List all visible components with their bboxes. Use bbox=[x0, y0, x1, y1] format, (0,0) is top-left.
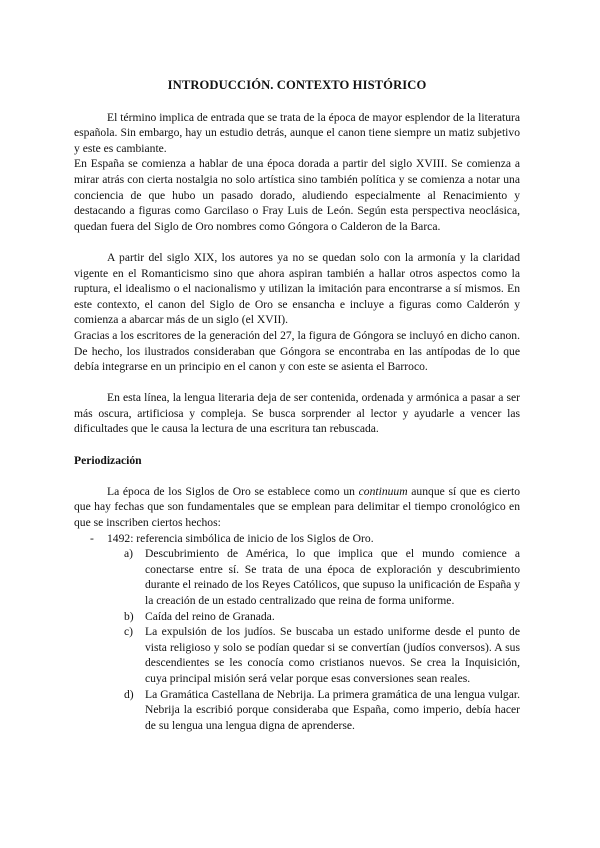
sub-list-marker: b) bbox=[124, 609, 134, 623]
paragraph-generacion-27: Gracias a los escritores de la generación del 27, la figura de Góngora se incluyó en dicho canon. De hecho, los ilustrados consideraban que Góngora se encontraba en las antípodas de lo que debía integrarse en un principio en el canon y con este se asienta el Barroco. bbox=[74, 328, 520, 374]
dash-marker: - bbox=[90, 531, 94, 545]
paragraph-intro: El término implica de entrada que se trata de la época de mayor esplendor de la literatura española. Sin embargo, hay un estudio detrás, aunque el canon tiene siempre un matiz subjetivo y este es cambiante. bbox=[74, 110, 520, 155]
intro-text-italic: continuum bbox=[358, 484, 408, 498]
list-item-1492 bbox=[74, 531, 520, 547]
sub-list-text: La Gramática Castellana de Nebrija. La primera gramática de una lengua vulgar. Nebrija la escribió porque consideraba que España, como imperio, debía hacer de su lengua una lengua digna de aprenderse. bbox=[145, 687, 520, 732]
sub-list-marker: a) bbox=[124, 547, 134, 561]
sub-list-text: Descubrimiento de América, lo que implica que el mundo comience a conectarse entre sí. Se trata de una época de exploración y descubrimiento durante el reinado de los Reyes Católicos, que supuso la unificación de España y la creación de un estado centralizado que reina de forma uniforme. bbox=[145, 547, 520, 607]
section-heading-periodizacion: Periodización bbox=[74, 453, 142, 467]
sub-list-item-d bbox=[124, 687, 520, 734]
sub-list-marker: d) bbox=[124, 687, 134, 701]
document-body bbox=[74, 78, 520, 733]
sub-list-item-a bbox=[124, 546, 520, 608]
page-title: INTRODUCCIÓN. CONTEXTO HISTÓRICO bbox=[167, 78, 427, 92]
sub-list-text: Caída del reino de Granada. bbox=[145, 609, 275, 623]
paragraph-lengua-literaria: En esta línea, la lengua literaria deja de ser contenida, ordenada y armónica a pasar a ser más oscura, artificiosa y compleja. Se busca sorprender al lector y ayudarle a vencer las dificultades que le causa la lectura de una escritura tan rebuscada. bbox=[74, 391, 520, 436]
sub-list-item-c bbox=[124, 624, 520, 686]
list-item-text: 1492: referencia simbólica de inicio de los Siglos de Oro. bbox=[107, 531, 374, 545]
sub-list-item-b bbox=[124, 609, 520, 625]
paragraph-siglo-xviii: En España se comienza a hablar de una época dorada a partir del siglo XVIII. Se comienza a mirar atrás con cierta nostalgia no solo artística sino también política y se comienza a notar una conciencia de que hubo un pasado dorado, aludiendo especialmente al Renacimiento y destacando a figuras como Garcilaso o Fray Luis de León. Según esta perspectiva neoclásica, quedan fuera del Siglo de Oro nombres como Góngora o Calderon de la Barca. bbox=[74, 157, 520, 233]
paragraph-periodizacion-intro bbox=[74, 484, 520, 531]
sub-list-marker: c) bbox=[124, 625, 134, 639]
sub-list-text: La expulsión de los judíos. Se buscaba un estado uniforme desde el punto de vista religioso y solo se podían quedar si se convertían (judíos conversos). A sus descendientes se les conocía como cristianos nuevos. Se crea la Inquisición, cuya principal misión será velar porque esas conversiones sean reales. bbox=[145, 625, 520, 685]
intro-text-before: La época de los Siglos de Oro se establece como un bbox=[107, 484, 359, 498]
sub-list bbox=[74, 546, 520, 733]
intro-text-after: aunque sí que es cierto que hay fechas que son fundamentales que se emplean para delimitar el tiempo cronológico en que se inscriben ciertos hechos: bbox=[74, 484, 520, 530]
paragraph-siglo-xix: A partir del siglo XIX, los autores ya no se quedan solo con la armonía y la claridad vigente en el Romanticismo sino que ahora aspiran también a hallar otros aspectos como la ruptura, el idealismo o el nacionalismo y utilizan la imitación para encontrarse a sí mismos. En este contexto, el canon del Siglo de Oro se ensancha e incluye a figuras como Calderón y comienza a abarcar más de un siglo (el XVII). bbox=[74, 250, 520, 327]
